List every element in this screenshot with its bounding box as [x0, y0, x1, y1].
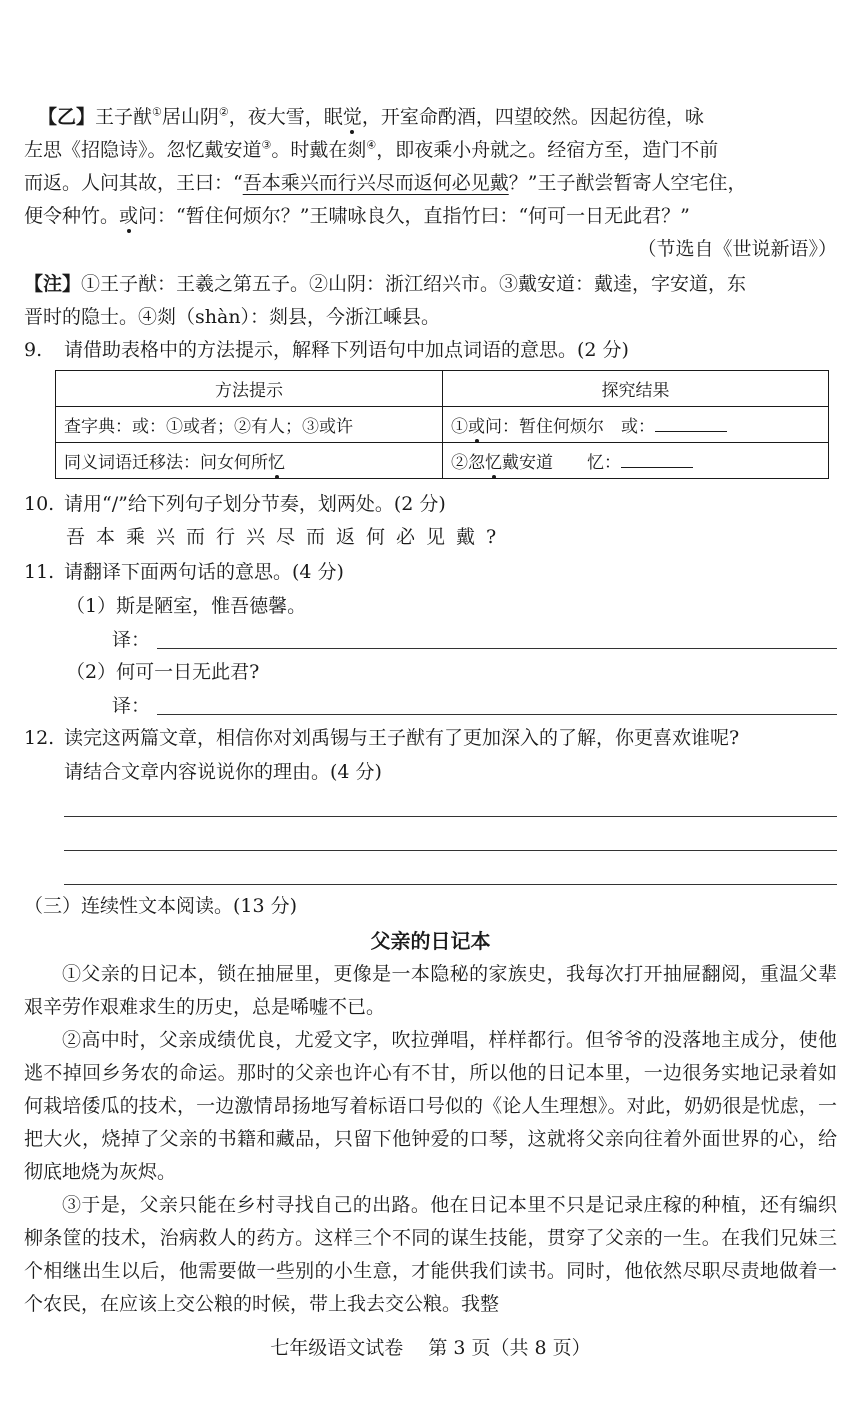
- question-10: 10. 请用“/”给下列句子划分节奏，划两处。(2 分): [24, 493, 446, 515]
- passage-yi: 【乙】王子猷①居山阴②，夜大雪，眠觉，开室命酌酒，四望皎然。因起彷徨，咏: [38, 105, 704, 128]
- passage-yi-line4: 便令种竹。或问：“暂住何烦尔？”王啸咏良久，直指竹曰：“何可一日无此君？”: [24, 205, 690, 227]
- passage-yi-line3: 而返。人问其故，王曰：“吾本乘兴而行兴尽而返何必见戴？”王子猷尝暂寄人空宅住，: [24, 172, 747, 194]
- underlined-sentence: 吾本乘兴而行兴尽而返何必见戴: [242, 172, 509, 194]
- section-3-heading: （三）连续性文本阅读。(13 分): [24, 895, 298, 917]
- answer-blank[interactable]: [655, 415, 727, 432]
- passage-tag: 【乙】: [38, 106, 96, 128]
- notes-tag: 【注】: [24, 273, 82, 295]
- table-row: [56, 407, 829, 443]
- notes: 【注】①王子猷：王羲之第五子。②山阴：浙江绍兴市。③戴安道：戴逵，字安道，东: [24, 273, 747, 295]
- article-title: 父亲的日记本: [370, 929, 491, 953]
- passage-source: （节选自《世说新语》）: [637, 238, 837, 260]
- q12-line2: 请结合文章内容说说你的理由。(4 分): [64, 761, 382, 783]
- table-header: 方法提示: [56, 371, 443, 407]
- q11-part2: （2）何可一日无此君?: [66, 661, 260, 683]
- translate-label: 译：: [112, 629, 151, 651]
- table-cell: 查字典：或：①或者；②有人；③或许: [56, 407, 443, 443]
- article-para-1: ①父亲的日记本，锁在抽屉里，更像是一本隐秘的家族史，我每次打开抽屉翻阅，重温父辈艰辛劳作艰难求生的历史，总是唏嘘不已。: [24, 963, 837, 1018]
- question-12: 12. 读完这两篇文章，相信你对刘禹锡与王子猷有了更加深入的了解，你更喜欢谁呢?: [24, 727, 740, 749]
- answer-line[interactable]: [64, 884, 837, 885]
- translate-label: 译：: [112, 695, 151, 717]
- table-row: [56, 443, 829, 479]
- q11-part1: （1）斯是陋室，惟吾德馨。: [66, 595, 307, 617]
- article-para-3: ③于是，父亲只能在乡村寻找自己的出路。他在日记本里不只是记录庄稼的种植，还有编织柳条筐的技术，治病救人的药方。这样三个不同的谋生技能，贯穿了父亲的一生。在我们兄妹三个相继出生以后，他需要做一些别的小生意，才能供我们读书。同时，他依然尽职尽责地做着一个农民，在应该上交公粮的时候，带上我去交公粮。我整: [24, 1194, 837, 1315]
- answer-line[interactable]: [64, 850, 837, 851]
- table-header: 探究结果: [443, 371, 829, 407]
- article-para-2: ②高中时，父亲成绩优良，尤爱文字，吹拉弹唱，样样都行。但爷爷的没落地主成分，使他逃不掉回乡务农的命运。那时的父亲也许心有不甘，所以他的日记本里，一边很务实地记录着如何栽培倭瓜的技术，一边激情昂扬地写着标语口号似的《论人生理想》。对此，奶奶很是忧虑，一把大火，烧掉了父亲的书籍和藏品，只留下他钟爱的口琴，这就将父亲向往着外面世界的心，给彻底地烧为灰烬。: [24, 1029, 837, 1183]
- table-cell: ①或问：暂住何烦尔 或：: [443, 407, 829, 443]
- answer-line[interactable]: [157, 648, 837, 649]
- method-table: [55, 370, 829, 479]
- answer-blank[interactable]: [621, 451, 693, 468]
- answer-line[interactable]: [157, 714, 837, 715]
- dotted-word: 或: [119, 205, 139, 227]
- dotted-word: 觉: [342, 106, 362, 128]
- q10-sentence: 吾本乘兴而行兴尽而返何必见戴?: [66, 526, 508, 548]
- table-cell: ②忽忆戴安道 忆：: [443, 443, 829, 479]
- answer-line[interactable]: [64, 816, 837, 817]
- notes-line2: 晋时的隐士。④剡（shàn）：剡县，今浙江嵊县。: [24, 306, 441, 328]
- page-footer: 七年级语文试卷 第 3 页（共 8 页）: [270, 1337, 591, 1359]
- question-11: 11. 请翻译下面两句话的意思。(4 分): [24, 561, 344, 583]
- question-9: 9. 请借助表格中的方法提示，解释下列语句中加点词语的意思。(2 分): [24, 339, 629, 361]
- table-cell: 同义词语迁移法：问女何所忆: [56, 443, 443, 479]
- passage-yi-line2: 左思《招隐诗》。忽忆戴安道③。时戴在剡④，即夜乘小舟就之。经宿方至，造门不前: [24, 138, 719, 161]
